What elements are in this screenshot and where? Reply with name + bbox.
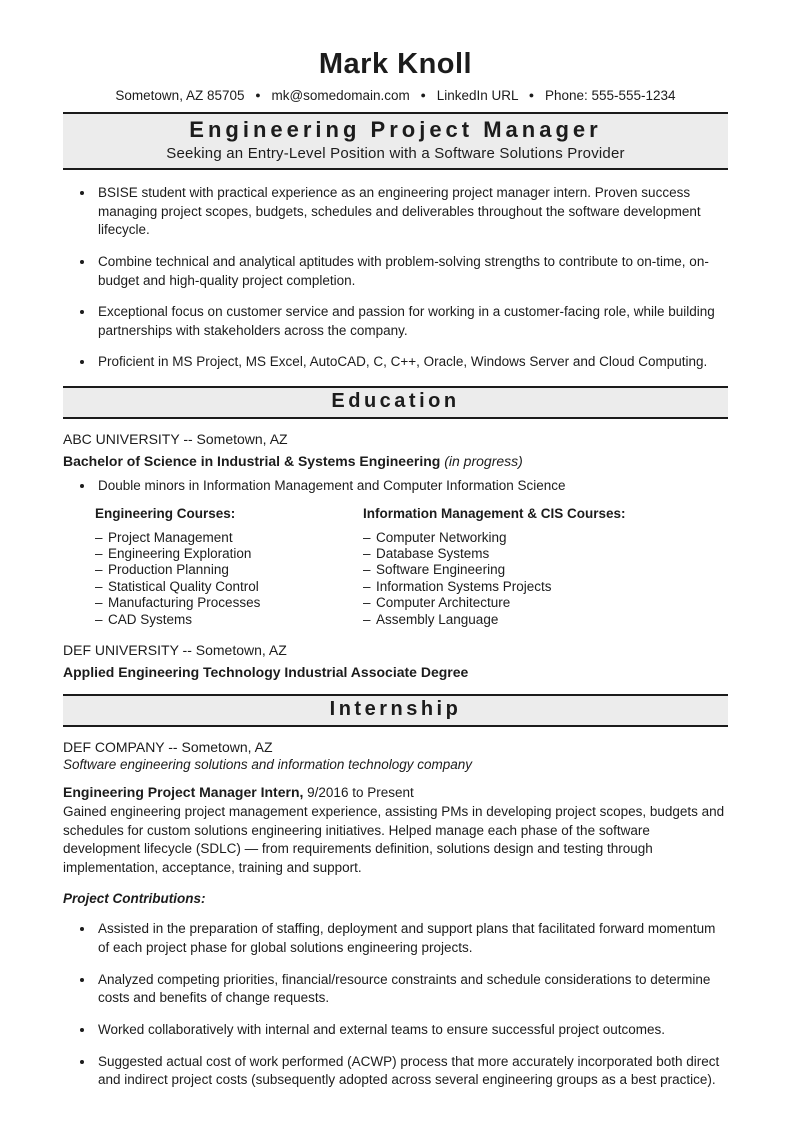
education-bullet-list (63, 477, 728, 496)
dash-marker: – (363, 529, 371, 545)
contribution-bullet: • Worked collaboratively with internal and external teams to ensure successful project outcomes. (95, 1021, 728, 1040)
course-item (363, 530, 626, 545)
education-section-band (63, 386, 728, 419)
course-item (363, 562, 626, 577)
dash-marker: – (95, 529, 103, 545)
job-title: Engineering Project Manager Intern, (63, 783, 304, 800)
resume-subtitle: Seeking an Entry-Level Position with a Software Solutions Provider (166, 145, 625, 162)
school-name: DEF UNIVERSITY -- Sometown, AZ (63, 641, 287, 658)
degree-line (63, 664, 728, 680)
course-name: Computer Architecture (376, 595, 511, 611)
course-item (363, 612, 626, 627)
dash-marker: – (363, 595, 371, 611)
contribution-bullet-list (63, 920, 728, 1089)
course-name: Information Systems Projects (376, 578, 552, 594)
candidate-name: Mark Knoll (318, 48, 473, 80)
bullet-separator-icon: ● (255, 90, 261, 100)
course-name: Database Systems (376, 546, 490, 561)
internship-section-band (63, 694, 728, 727)
degree-name: Applied Engineering Technology Industrial Associate Degree (63, 663, 469, 680)
course-name: Statistical Quality Control (108, 578, 259, 594)
course-name: Production Planning (108, 562, 229, 578)
education-bullet: • Double minors in Information Management and Computer Information Science (95, 477, 728, 496)
course-columns (95, 506, 728, 628)
summary-bullet: • Proficient in MS Project, MS Excel, AutoCAD, C, C++, Oracle, Windows Server and Cloud Computing. (95, 353, 728, 372)
course-name: Assembly Language (376, 611, 499, 627)
dash-marker: – (363, 578, 371, 594)
engineering-courses-column (95, 506, 363, 628)
contact-phone: Phone: 555-555-1234 (544, 88, 676, 103)
resume-title: Engineering Project Manager (189, 117, 602, 142)
job-dates: 9/2016 to Present (307, 784, 414, 800)
course-item (95, 530, 363, 545)
contact-email: mk@somedomain.com (271, 88, 410, 103)
contributions-heading: Project Contributions: (63, 891, 206, 907)
school-name: ABC UNIVERSITY -- Sometown, AZ (63, 431, 288, 447)
job-summary-paragraph: Gained engineering project management experience, assisting PMs in developing project scopes, budgets and schedules for custom solutions engineering initiatives. Helped manage each phase of the software development lifecycle (SDLC) — from requirements definition, solutions design and testing through implementation, acceptance, training and support. (63, 803, 725, 875)
dash-marker: – (95, 546, 103, 561)
course-item (95, 612, 363, 627)
course-item (95, 562, 363, 577)
course-name: CAD Systems (108, 611, 193, 627)
contribution-bullet: • Analyzed competing priorities, financial/resource constraints and schedule considerations to determine costs and benefits of change requests. (95, 971, 728, 1008)
dash-marker: – (95, 595, 103, 611)
dash-marker: – (363, 611, 371, 627)
bullet-separator-icon: ● (420, 90, 426, 100)
course-item (363, 579, 626, 594)
course-item (95, 595, 363, 610)
summary-bullet: • Combine technical and analytical aptitudes with problem-solving strengths to contribute to on-time, on-budget and high-quality project completion. (95, 253, 728, 290)
job-title-line (63, 784, 728, 800)
degree-line (63, 453, 728, 469)
course-name: Computer Networking (376, 529, 507, 545)
contribution-bullet: • Assisted in the preparation of staffing, deployment and support plans that facilitated forward momentum of each project phase for global solutions engineering projects. (95, 920, 728, 957)
course-item (363, 595, 626, 610)
degree-note: (in progress) (444, 453, 523, 469)
dash-marker: – (363, 546, 371, 561)
bullet-separator-icon: ● (528, 90, 535, 100)
course-item (95, 579, 363, 594)
degree-name: Bachelor of Science in Industrial & Systems Engineering (63, 453, 441, 469)
summary-bullet-list (63, 184, 728, 372)
cis-courses-column (363, 506, 626, 628)
course-column-heading: Information Management & CIS Courses: (363, 505, 626, 521)
dash-marker: – (95, 562, 103, 578)
summary-bullet: • Exceptional focus on customer service and passion for working in a customer-facing role, while building partnerships with stakeholders across the company. (95, 303, 728, 340)
dash-marker: – (363, 562, 371, 578)
summary-bullet: • BSISE student with practical experience as an engineering project manager intern. Proven success managing project scopes, budgets, schedules and deliverables throughout the software development lifecycle. (95, 184, 728, 240)
course-name: Engineering Exploration (108, 546, 252, 561)
contribution-bullet: • Suggested actual cost of work performed (ACWP) process that more accurately incorporated both direct and indirect project costs (subsequently adopted across several engineering groups as a best practice). (95, 1053, 728, 1090)
dash-marker: – (95, 578, 103, 594)
internship-section-heading: Internship (329, 697, 462, 720)
company-description: Software engineering solutions and information technology company (63, 756, 473, 772)
contact-line (63, 88, 728, 103)
course-name: Software Engineering (376, 562, 506, 578)
contact-linkedin: LinkedIn URL (436, 88, 518, 103)
contact-location: Sometown, AZ 85705 (115, 88, 245, 103)
company-name: DEF COMPANY -- Sometown, AZ (63, 738, 273, 755)
course-column-heading: Engineering Courses: (95, 505, 236, 521)
dash-marker: – (95, 611, 103, 627)
course-name: Manufacturing Processes (108, 595, 261, 611)
course-name: Project Management (108, 529, 233, 545)
course-item (363, 546, 626, 561)
course-item (95, 546, 363, 561)
education-section-heading: Education (331, 390, 460, 412)
title-band (63, 112, 728, 170)
